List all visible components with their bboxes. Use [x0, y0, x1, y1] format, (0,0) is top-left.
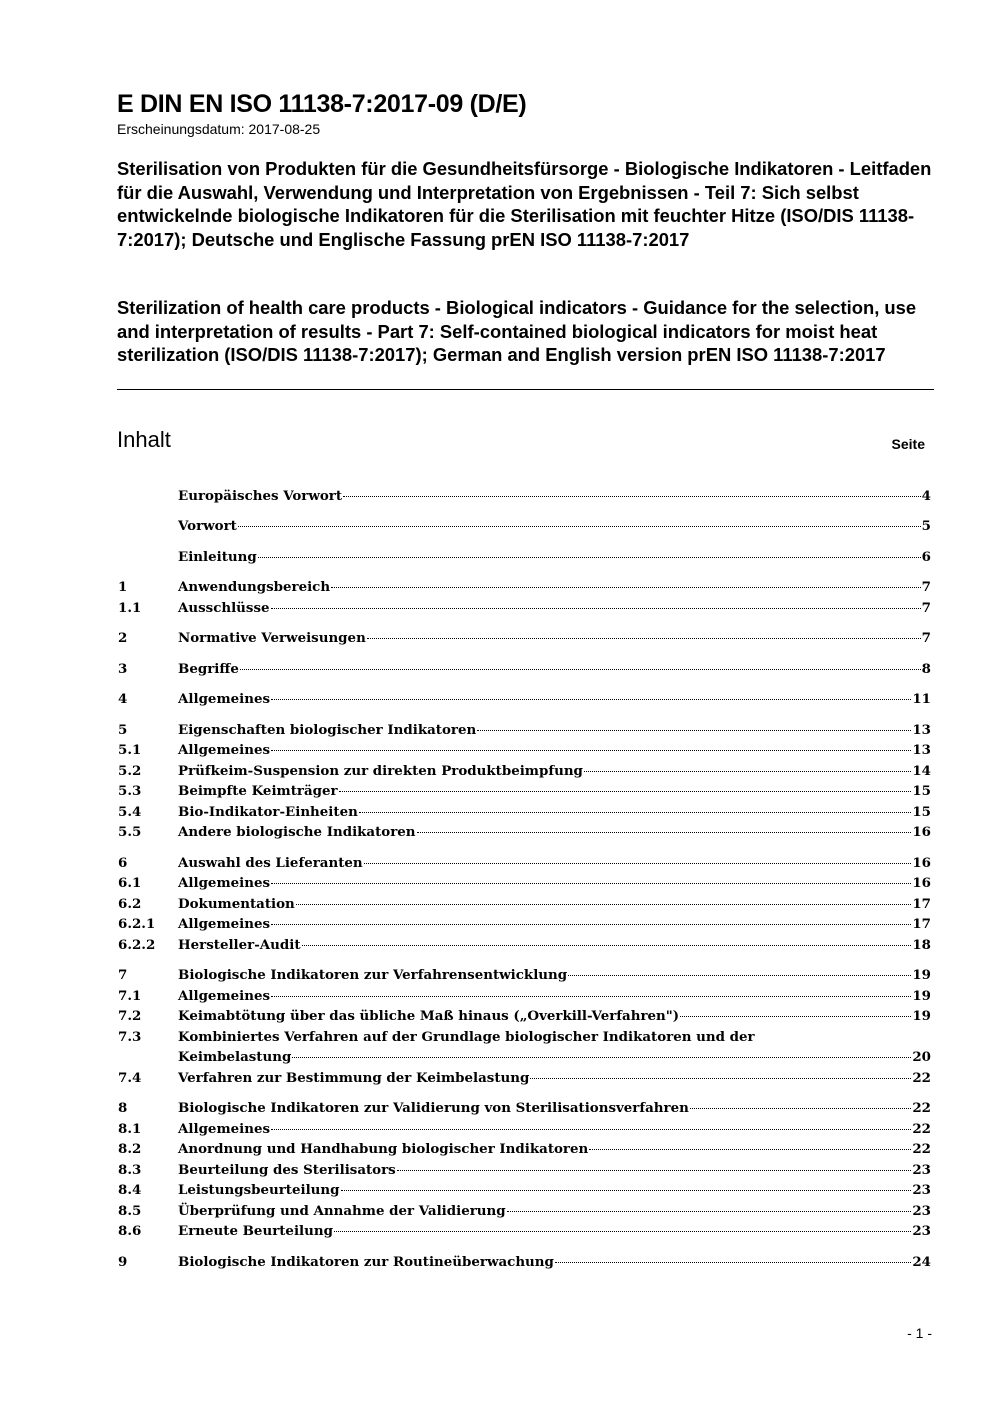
- toc-leader-dots: [367, 638, 921, 639]
- toc-entry-number: 1: [118, 579, 128, 595]
- toc-entry-number: 5.3: [118, 783, 142, 799]
- toc-entry-number: 7.2: [118, 1008, 142, 1024]
- toc-entry-label: Allgemeines: [178, 875, 271, 891]
- toc-entry-page: 7: [921, 630, 931, 646]
- toc-entry[interactable]: [118, 935, 931, 955]
- toc-entry-number: 6.2.2: [118, 937, 156, 953]
- toc-leader-dots: [258, 557, 921, 558]
- title-english: Sterilization of health care products - Biological indicators - Guidance for the selection, use and interpretation of results - Part 7: Self-contained biological indicators for moist heat sterilization (ISO/DIS 11138-7:2017); German and English version prEN ISO 11138-7:2017: [117, 297, 917, 366]
- toc-entry-number: 5.2: [118, 763, 142, 779]
- toc-entry-page: 19: [912, 988, 931, 1004]
- toc-entry[interactable]: [118, 1180, 931, 1200]
- toc-entry[interactable]: [118, 516, 931, 536]
- toc-entry-page: 7: [921, 579, 931, 595]
- toc-leader-dots: [271, 699, 911, 700]
- toc-leader-dots: [271, 608, 921, 609]
- toc-entry-label: Hersteller-Audit: [178, 937, 301, 953]
- toc-entry-page: 16: [912, 824, 931, 840]
- toc-entry[interactable]: [118, 689, 931, 709]
- toc-entry[interactable]: [118, 894, 931, 914]
- toc-entry[interactable]: [118, 628, 931, 648]
- toc-entry-number: 8.1: [118, 1121, 142, 1137]
- toc-entry-page: 20: [912, 1049, 931, 1065]
- toc-entry-continued[interactable]: [118, 1027, 931, 1047]
- toc-entry-label: Biologische Indikatoren zur Validierung von Sterilisationsverfahren: [178, 1100, 689, 1116]
- toc-leader-dots: [331, 587, 921, 588]
- toc-entry-label: Vorwort: [178, 518, 237, 534]
- toc-entry-label: Allgemeines: [178, 988, 271, 1004]
- toc-entry-page: 6: [921, 549, 931, 565]
- toc-leader-dots: [555, 1262, 911, 1263]
- toc-leader-dots: [690, 1108, 912, 1109]
- toc-entry-number: 6.1: [118, 875, 142, 891]
- toc-leader-dots: [334, 1231, 911, 1232]
- toc-entry-label: Keimbelastung: [178, 1049, 292, 1065]
- toc-entry-label: Erneute Beurteilung: [178, 1223, 333, 1239]
- toc-entry-page: 11: [912, 691, 931, 707]
- toc-entry[interactable]: [118, 914, 931, 934]
- toc-entry-page: 19: [912, 1008, 931, 1024]
- toc-entry-page: 7: [921, 600, 931, 616]
- toc-entry-number: 7.4: [118, 1070, 142, 1086]
- toc-entry[interactable]: [118, 1068, 931, 1088]
- toc-leader-dots: [584, 771, 911, 772]
- toc-entry-page: 14: [912, 763, 931, 779]
- toc-entry[interactable]: [118, 577, 931, 597]
- toc-entry[interactable]: [118, 781, 931, 801]
- toc-entry[interactable]: [118, 659, 931, 679]
- toc-leader-dots: [271, 883, 911, 884]
- toc-entry-label: Einleitung: [178, 549, 257, 565]
- toc-entry-label: Bio-Indikator-Einheiten: [178, 804, 358, 820]
- toc-leader-dots: [271, 1129, 911, 1130]
- toc-entry-page: 22: [912, 1141, 931, 1157]
- toc-entry-number: 6: [118, 855, 128, 871]
- toc-entry-number: 6.2.1: [118, 916, 156, 932]
- toc-leader-dots: [589, 1149, 911, 1150]
- toc-leader-dots: [296, 904, 912, 905]
- toc-entry-number: 8.2: [118, 1141, 142, 1157]
- toc-leader-dots: [292, 1057, 911, 1058]
- title-german: Sterilisation von Produkten für die Gesundheitsfürsorge - Biologische Indikatoren - Leitfaden für die Auswahl, Verwendung und Interpretation von Ergebnissen - Teil 7: Sich selbst entwickelnde biologische Indikatoren für die Sterilisation mit feuchter Hitze (ISO/DIS 11138-7:2017); Deutsche und Englische Fassung prEN ISO 11138-7:2017: [117, 158, 932, 250]
- toc-page-column-label: Seite: [891, 436, 925, 452]
- toc-leader-dots: [507, 1211, 912, 1212]
- toc-entry-number: 1.1: [118, 600, 142, 616]
- toc-entry-number: 5.5: [118, 824, 142, 840]
- toc-leader-dots: [568, 975, 911, 976]
- toc-entry-number: 7: [118, 967, 128, 983]
- toc-entry[interactable]: [118, 486, 931, 506]
- toc-entry[interactable]: [118, 873, 931, 893]
- toc-entry[interactable]: [118, 986, 931, 1006]
- toc-entry-label: Prüfkeim-Suspension zur direkten Produktbeimpfung: [178, 763, 583, 779]
- toc-entry-page: 16: [912, 875, 931, 891]
- toc-entry-number: 8.3: [118, 1162, 142, 1178]
- toc-entry[interactable]: [118, 1160, 931, 1180]
- toc-entry-page: 17: [912, 916, 931, 932]
- toc-entry[interactable]: [118, 720, 931, 740]
- toc-entry-label: Überprüfung und Annahme der Validierung: [178, 1203, 506, 1219]
- toc-entry-label-first-line: Kombiniertes Verfahren auf der Grundlage biologischer Indikatoren und der: [178, 1029, 755, 1045]
- toc-entry-label: Allgemeines: [178, 742, 271, 758]
- toc-entry[interactable]: [118, 965, 931, 985]
- toc-entry-number: 8.6: [118, 1223, 142, 1239]
- toc-leader-dots: [271, 750, 911, 751]
- toc-entry-number: 7.1: [118, 988, 142, 1004]
- toc-entry-label: Begriffe: [178, 661, 239, 677]
- toc-entry-page: 8: [921, 661, 931, 677]
- toc-entry-label: Beurteilung des Sterilisators: [178, 1162, 396, 1178]
- toc-leader-dots: [271, 924, 911, 925]
- toc-entry-number: 9: [118, 1254, 128, 1270]
- toc-leader-dots: [680, 1016, 911, 1017]
- toc-leader-dots: [271, 996, 911, 997]
- toc-leader-dots: [341, 1190, 912, 1191]
- toc-leader-dots: [339, 791, 912, 792]
- toc-entry-page: 23: [912, 1223, 931, 1239]
- toc-entry-label: Normative Verweisungen: [178, 630, 366, 646]
- toc-entry-number: 8.5: [118, 1203, 142, 1219]
- toc-entry-label: Keimabtötung über das übliche Maß hinaus („Overkill-Verfahren"): [178, 1008, 680, 1024]
- toc-entry-label: Anordnung und Handhabung biologischer Indikatoren: [178, 1141, 589, 1157]
- toc-entry[interactable]: [118, 1139, 931, 1159]
- toc-entry-page: 13: [912, 742, 931, 758]
- toc-leader-dots: [240, 669, 921, 670]
- toc-entry-label: Ausschlüsse: [178, 600, 270, 616]
- toc-entry-page: 16: [912, 855, 931, 871]
- toc-entry-number: [118, 547, 178, 567]
- toc-entry-label: Allgemeines: [178, 1121, 271, 1137]
- toc-entry[interactable]: [118, 1098, 931, 1118]
- toc-entry-label: Verfahren zur Bestimmung der Keimbelastung: [178, 1070, 530, 1086]
- page-number: - 1 -: [907, 1325, 932, 1341]
- toc-entry-number: 5: [118, 722, 128, 738]
- toc-entry-page: 23: [912, 1162, 931, 1178]
- toc-entry[interactable]: [118, 1252, 931, 1272]
- toc-entry-number: [118, 486, 178, 506]
- toc-entry[interactable]: [118, 1119, 931, 1139]
- toc-entry-number: 7.3: [118, 1029, 142, 1045]
- toc-entry-page: 22: [912, 1100, 931, 1116]
- toc-entry[interactable]: [118, 822, 931, 842]
- toc-entry-number: [118, 516, 178, 536]
- toc-entry-page: 18: [912, 937, 931, 953]
- toc-entry-number: 8: [118, 1100, 128, 1116]
- toc-entry-page: 23: [912, 1203, 931, 1219]
- toc-entry-label: Biologische Indikatoren zur Verfahrensentwicklung: [178, 967, 568, 983]
- toc-leader-dots: [238, 526, 921, 527]
- toc-entry-label: Allgemeines: [178, 916, 271, 932]
- toc-entry-number: 8.4: [118, 1182, 142, 1198]
- toc-leader-dots: [477, 730, 911, 731]
- toc-leader-dots: [302, 945, 912, 946]
- toc-entry-label: Dokumentation: [178, 896, 295, 912]
- toc-entry-page: 22: [912, 1070, 931, 1086]
- toc-entry-number: 6.2: [118, 896, 142, 912]
- toc-entry[interactable]: [118, 1221, 931, 1241]
- toc-heading: Inhalt: [117, 427, 171, 452]
- publication-date: Erscheinungsdatum: 2017-08-25: [117, 121, 321, 137]
- toc-entry-page: 17: [912, 896, 931, 912]
- toc-entry-number: 2: [118, 630, 128, 646]
- toc-entry-label: Allgemeines: [178, 691, 271, 707]
- toc-entry-label: Eigenschaften biologischer Indikatoren: [178, 722, 477, 738]
- toc-entry[interactable]: [118, 1047, 931, 1067]
- toc-entry[interactable]: [118, 761, 931, 781]
- toc-entry[interactable]: [118, 1201, 931, 1221]
- toc-entry-number: 3: [118, 661, 128, 677]
- toc-entry-number: 5.1: [118, 742, 142, 758]
- toc-entry[interactable]: [118, 740, 931, 760]
- toc-leader-dots: [530, 1078, 911, 1079]
- toc-entry-label: Leistungsbeurteilung: [178, 1182, 340, 1198]
- toc-leader-dots: [359, 812, 912, 813]
- toc-entry[interactable]: [118, 1006, 931, 1026]
- toc-entry-label: Europäisches Vorwort: [178, 488, 343, 504]
- toc-entry-label: Beimpfte Keimträger: [178, 783, 338, 799]
- toc-entry-page: 5: [921, 518, 931, 534]
- toc-leader-dots: [343, 496, 921, 497]
- toc-entry-page: 23: [912, 1182, 931, 1198]
- toc-entry-page: 22: [912, 1121, 931, 1137]
- toc-entry-page: 19: [912, 967, 931, 983]
- toc-entry-page: 15: [912, 783, 931, 799]
- toc-entry-page: 13: [912, 722, 931, 738]
- toc-entry-label: Biologische Indikatoren zur Routineüberwachung: [178, 1254, 554, 1270]
- toc-entry[interactable]: [118, 598, 931, 618]
- toc-entry-label: Andere biologische Indikatoren: [178, 824, 416, 840]
- toc-leader-dots: [364, 863, 912, 864]
- document-title: E DIN EN ISO 11138-7:2017-09 (D/E): [117, 90, 527, 118]
- toc-leader-dots: [417, 832, 912, 833]
- toc-leader-dots: [397, 1170, 912, 1171]
- toc-entry[interactable]: [118, 802, 931, 822]
- toc-entry[interactable]: [118, 547, 931, 567]
- toc-entry-number: 5.4: [118, 804, 142, 820]
- toc-entry-label: Auswahl des Lieferanten: [178, 855, 363, 871]
- header-divider: [117, 389, 934, 390]
- toc-entry-page: 24: [912, 1254, 931, 1270]
- toc-entry-label: Anwendungsbereich: [178, 579, 331, 595]
- toc-entry[interactable]: [118, 853, 931, 873]
- toc-entry-number: 4: [118, 691, 128, 707]
- toc-entry-page: 15: [912, 804, 931, 820]
- toc-entry-page: 4: [921, 488, 931, 504]
